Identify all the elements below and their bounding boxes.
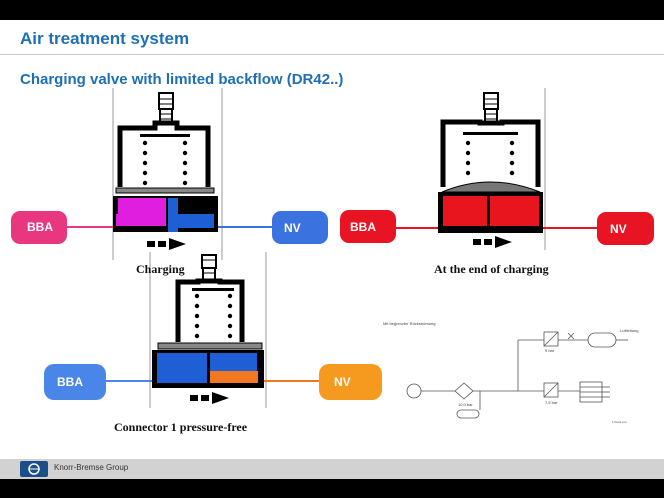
schematic-label-c: 7,5 bar xyxy=(545,400,558,405)
page-subtitle: Charging valve with limited backflow (DR42..) xyxy=(20,71,344,88)
schematic-label-a: 9 bar xyxy=(545,348,555,353)
bottom-bar xyxy=(0,479,664,498)
schematic-label-b: 10,0 bar xyxy=(458,402,473,407)
schematic-label-footer: 1 Kreis pro xyxy=(612,420,627,424)
pneumatic-schematic xyxy=(380,316,650,436)
nv-port-label: NV xyxy=(610,222,627,236)
valve-diagram-connector-free xyxy=(0,245,400,415)
bba-port-label: BBA xyxy=(27,220,53,234)
nv-port-label: NV xyxy=(284,221,301,235)
title-divider xyxy=(0,54,664,55)
top-bar xyxy=(0,0,664,20)
footer-bar xyxy=(0,459,664,479)
nv-port-label: NV xyxy=(334,375,351,389)
page-title: Air treatment system xyxy=(20,29,190,48)
schematic-title: Mit begrenzter Rückströmung xyxy=(383,321,436,326)
caption-connector-free: Connector 1 pressure-free xyxy=(114,420,248,434)
company-logo-icon xyxy=(20,461,48,477)
bba-port-label: BBA xyxy=(57,375,83,389)
caption-charging: Charging xyxy=(136,262,185,276)
bba-port-label: BBA xyxy=(350,220,376,234)
footer-company-name: Knorr-Bremse Group xyxy=(54,463,129,472)
schematic-label-luftleitung: Luftleitung xyxy=(620,328,639,333)
caption-end-of-charging: At the end of charging xyxy=(434,262,549,276)
